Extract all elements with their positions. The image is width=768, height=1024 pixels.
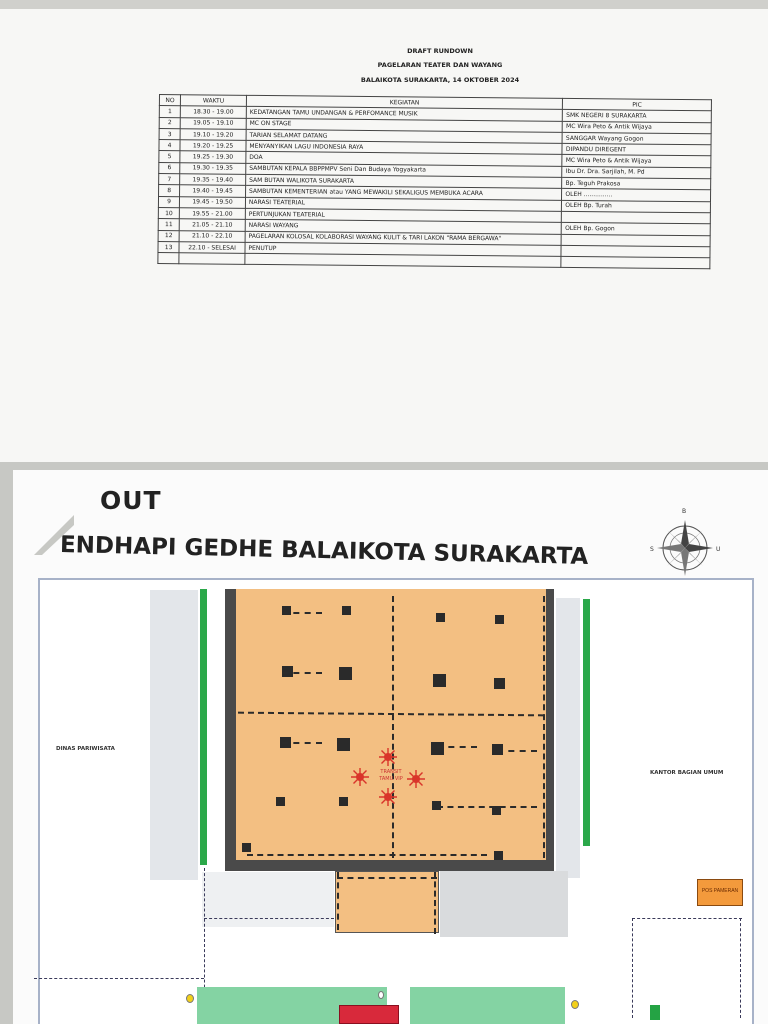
dashed-guide (337, 877, 437, 879)
lamp-icon (571, 1000, 579, 1009)
cell-kegiatan: NARASI TEATERIAL (245, 197, 562, 211)
compass-rose-icon (650, 504, 722, 588)
transit-vip-label: TRANSIT TAMU VIP (379, 769, 403, 782)
label-kantor-bagian-umum: KANTOR BAGIAN UMUM (650, 770, 724, 776)
rundown-table-body (158, 106, 711, 269)
cell-no: 2 (159, 117, 180, 129)
cell-no: 8 (159, 185, 180, 197)
layout-title-line1: OUT (100, 486, 162, 515)
pillar (339, 667, 352, 680)
cell-kegiatan: MC ON STAGE (246, 118, 563, 132)
vip-seat-icon (378, 787, 398, 807)
rundown-subtitle: PAGELARAN TEATER DAN WAYANG (377, 61, 503, 69)
route-dashed (204, 918, 334, 919)
cell-kegiatan: SAMBUTAN KEPALA BBPPMPV Seni Dan Budaya Yogyakarta (246, 163, 563, 177)
cell-kegiatan: KEDATANGAN TAMU UNDANGAN & PERFOMANCE MUSIK (246, 107, 563, 121)
pillar (494, 678, 505, 689)
vip-seat-icon (350, 767, 370, 787)
scan-edge (0, 0, 768, 9)
col-pic: PIC (563, 98, 712, 111)
pillar (436, 613, 445, 622)
lamp-icon (378, 991, 384, 999)
cell-no: 7 (159, 174, 180, 186)
cell-waktu: 19.25 - 19.30 (180, 151, 246, 163)
compass-e: U (716, 546, 721, 553)
cell-kegiatan: MENYANYIKAN LAGU INDONESIA RAYA (246, 141, 563, 155)
cell-kegiatan: PENUTUP (245, 242, 562, 256)
cell-no: 6 (159, 162, 180, 174)
route-dashed (632, 918, 633, 1018)
cell-waktu: 18.30 - 19.00 (180, 106, 246, 118)
walkway-right (556, 598, 580, 878)
cell-waktu: 19.35 - 19.40 (180, 174, 246, 186)
lawn-right (410, 987, 565, 1024)
pillar (242, 843, 251, 852)
cell-kegiatan: DOA (246, 152, 563, 166)
cell-no: 5 (159, 151, 180, 163)
cell-pic: Bp. Teguh Prakosa (562, 177, 711, 190)
walkway-left (150, 590, 198, 880)
pillar (433, 674, 446, 687)
cell-pic: SANGGAR Wayang Gogon (562, 132, 711, 145)
pillar (495, 615, 504, 624)
grey-area (440, 871, 568, 937)
dashed-guide (437, 746, 477, 748)
rundown-title: DRAFT RUNDOWN (407, 47, 473, 55)
route-dashed (740, 918, 741, 1018)
label-dinas-pariwisata: DINAS PARIWISATA (56, 746, 115, 752)
pillar (342, 606, 351, 615)
green-line-right (583, 599, 590, 846)
cell-waktu: 19.05 - 19.10 (180, 117, 246, 129)
cell-no (158, 253, 179, 265)
pos-pameran-box: POS PAMERAN (697, 879, 743, 906)
cell-waktu: 19.55 - 21.00 (180, 208, 246, 220)
cell-pic: DIPANDU DIREGENT (562, 144, 711, 157)
cell-waktu: 21.05 - 21.10 (179, 219, 245, 231)
cell-pic: MC Wira Peto & Antik Wijaya (563, 121, 712, 134)
route-dashed (632, 918, 742, 919)
cell-kegiatan: SAMBUTAN KEMENTERIAN atau YANG MEWAKILI SEKALIGUS MEMBUKA ACARA (245, 186, 562, 200)
col-waktu: WAKTU (181, 95, 247, 107)
cell-no: 13 (158, 241, 179, 253)
pendhapi-entrance (335, 871, 439, 933)
dashed-guide (497, 750, 537, 752)
green-line-left (200, 589, 207, 865)
pillar (494, 851, 503, 860)
layout-title-line2: ENDHAPI GEDHE BALAIKOTA SURAKARTA (59, 532, 589, 570)
dashed-guide (437, 806, 537, 808)
cell-waktu: 19.40 - 19.45 (180, 185, 246, 197)
compass-n: B (682, 508, 687, 515)
dashed-guide (434, 872, 436, 934)
cell-kegiatan: TARIAN SELAMAT DATANG (246, 129, 563, 143)
col-no: NO (159, 95, 180, 107)
cell-no: 4 (159, 140, 180, 152)
rundown-table-wrap (157, 94, 712, 329)
cell-waktu: 19.10 - 19.20 (180, 129, 246, 141)
rundown-location-date: BALAIKOTA SURAKARTA, 14 OKTOBER 2024 (360, 76, 520, 84)
cell-pic: MC Wira Peto & Antik Wijaya (562, 155, 711, 168)
cell-kegiatan (245, 253, 562, 267)
cell-no: 1 (159, 106, 180, 118)
cell-pic: OLEH ............... (562, 189, 711, 202)
cell-no: 12 (158, 230, 179, 242)
cell-kegiatan: PERTUNJUKAN TEATERIAL (245, 208, 562, 222)
cell-kegiatan: NARASI WAYANG (245, 220, 562, 234)
compass-w: S (650, 546, 654, 553)
cell-no: 9 (158, 196, 179, 208)
cell-waktu: 21.10 - 22.10 (179, 230, 245, 242)
stage-block (339, 1005, 399, 1024)
cell-waktu (179, 253, 245, 265)
cell-pic: OLEH Bp. Gogon (562, 223, 711, 236)
cell-kegiatan: SAM BUTAN WALIKOTA SURAKARTA (246, 174, 563, 188)
dashed-guide (282, 742, 322, 744)
cell-no: 11 (158, 219, 179, 231)
cell-no: 10 (158, 207, 179, 219)
pillar (276, 797, 285, 806)
cell-waktu: 19.30 - 19.35 (180, 162, 246, 174)
route-dashed (34, 978, 204, 979)
dashed-boundary (247, 854, 487, 856)
pillar (431, 742, 444, 755)
dashed-boundary (543, 596, 545, 858)
cell-kegiatan: PAGELARAN KOLOSAL KOLABORASI WAYANG KULIT & TARI LAKON "RAMA BERGAWA" (245, 231, 562, 245)
cell-waktu: 19.20 - 19.25 (180, 140, 246, 152)
cell-pic (561, 257, 710, 270)
cell-waktu: 22.10 - SELESAI (179, 242, 245, 254)
cell-pic: SMK NEGERI 8 SURAKARTA (563, 110, 712, 123)
vip-seat-icon (406, 769, 426, 789)
col-kegiatan: KEGIATAN (246, 95, 563, 109)
lamp-icon (186, 994, 194, 1003)
pillar (337, 738, 350, 751)
cell-no: 3 (159, 128, 180, 140)
cell-pic: Ibu Dr. Dra. Sarjilah, M. Pd (562, 166, 711, 179)
dashed-guide (282, 672, 322, 674)
cell-waktu: 19.45 - 19.50 (180, 196, 246, 208)
dashed-aisle (392, 596, 394, 858)
dashed-guide (282, 612, 322, 614)
pendhapi-floor (236, 589, 546, 860)
pillar (339, 797, 348, 806)
torn-corner (34, 515, 74, 555)
vip-seat-icon (378, 747, 398, 767)
green-marker (650, 1005, 660, 1020)
rundown-table (157, 94, 712, 270)
dashed-guide (337, 872, 339, 930)
cell-pic: OLEH Bp. Turah (562, 200, 711, 213)
